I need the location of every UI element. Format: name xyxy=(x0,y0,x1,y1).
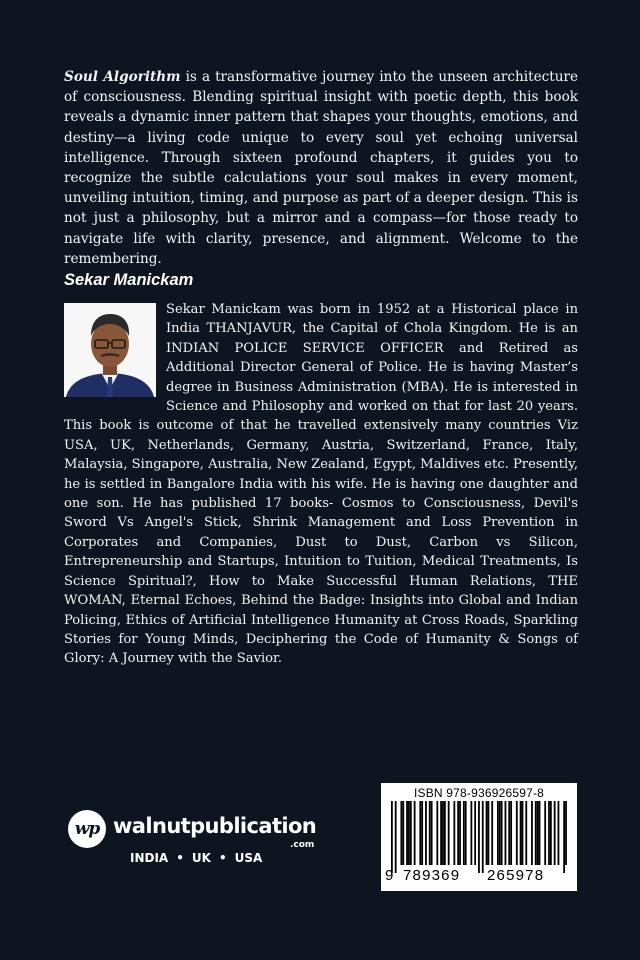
author-bio xyxy=(64,300,578,669)
barcode-bar xyxy=(408,801,410,865)
author-photo xyxy=(64,303,156,397)
barcode-bar xyxy=(539,801,541,865)
region-india: INDIA xyxy=(130,851,169,865)
barcode-bar xyxy=(548,801,550,865)
barcode-bar xyxy=(419,801,421,865)
publisher-domain: .com xyxy=(290,840,315,850)
barcode-bar xyxy=(510,801,512,865)
barcode-bar xyxy=(491,801,493,865)
author-bio-text: Sekar Manickam was born in 1952 at a Historical place in India THANJAVUR, the Capital of Chola Kingdom. He is an INDIAN POLICE SERVICE OFFICER and Retired as Additional Director General of Police. He is having Master’s degree in Business Administration (MBA). He is interested in Science and Philosophy and worked on that for last 20 years. This book is outcome of that he travelled extensively many countries Viz USA, UK, Netherlands, Germany, Austria, Switzerland, France, Italy, Malaysia, Singapore, Australia, New Zealand, Egypt, Maldives etc. Presently, he is settled in Bangalore India with his wife. He is having one daughter and one son. He has published 17 books- Cosmos to Consciousness, Devil's Sword Vs Angel's Stick, Shrink Management and Loss Prevention in Corporates and Companies, Dust to Dust, Carbon vs Silicon, Entrepreneurship and Startups, Intuition to Tuition, Medical Treatments, Is Science Spiritual?, How to Make Successful Human Relations, THE WOMAN, Eternal Echoes, Behind the Badge: Insights into Global and Indian Policing, Ethics of Artificial Intelligence Humanity at Cross Roads, Sparkling Stories for Young Minds, Deciphering the Code of Humanity & Songs of Glory: A Journey with the Savior. xyxy=(64,302,578,667)
region-uk: UK xyxy=(191,851,211,865)
barcode-bar xyxy=(544,801,546,865)
publisher-mark-icon: wp xyxy=(68,810,106,848)
publisher-name: walnutpublication xyxy=(113,814,317,838)
barcode-bar xyxy=(563,801,565,873)
barcode-bar xyxy=(525,801,527,865)
barcode-bar xyxy=(520,801,522,865)
barcode-bar xyxy=(436,801,438,865)
barcode-bar xyxy=(391,801,393,873)
isbn-digit-first: 9 xyxy=(385,867,395,884)
barcode-bar xyxy=(431,801,433,865)
book-description-text: is a transformative journey into the unseen architecture of consciousness. Blending spiritual insight with poetic depth, this book reveals a dynamic inner pattern that shapes your thoughts, emotions, and destiny—a living code unique to every soul yet echoing universal intelligence. Through sixteen profound chapters, it guides you to recognize the subtle calculations your soul makes in every moment, unveiling intuition, timing, and purpose as part of a deeper design. This is not just a philosophy, but a mirror and a compass—for those ready to navigate life with clarity, presence, and alignment. Welcome to the remembering. xyxy=(64,69,578,267)
barcode-bar xyxy=(550,801,552,865)
book-title: Soul Algorithm xyxy=(64,69,181,85)
barcode-bar xyxy=(486,801,488,865)
barcode-bar xyxy=(558,801,560,865)
barcode-bars xyxy=(391,801,567,873)
region-separator: • xyxy=(176,851,184,865)
barcode-bar xyxy=(453,801,455,865)
isbn-label: ISBN 978-936926597-8 xyxy=(413,786,545,800)
barcode-bar xyxy=(459,801,461,865)
barcode-bar xyxy=(402,801,404,865)
book-description xyxy=(64,67,578,269)
barcode-bar xyxy=(478,801,480,873)
barcode-bar xyxy=(400,801,402,865)
barcode-bar xyxy=(488,801,490,865)
barcode-bar xyxy=(395,801,397,873)
barcode-bar xyxy=(463,801,465,865)
barcode-bar xyxy=(554,801,556,865)
barcode-bar xyxy=(535,801,537,865)
barcode-bar xyxy=(429,801,431,865)
barcode-bar xyxy=(537,801,539,865)
isbn-barcode xyxy=(381,783,577,891)
publisher-logo xyxy=(68,810,328,854)
barcode-bar xyxy=(406,801,408,865)
barcode-bar xyxy=(501,801,503,865)
barcode-bar xyxy=(497,801,499,865)
barcode-bar xyxy=(444,801,446,865)
publisher-regions xyxy=(130,851,262,865)
barcode-bar xyxy=(508,801,510,865)
region-separator: • xyxy=(218,851,227,865)
barcode-bar xyxy=(425,801,427,865)
region-usa: USA xyxy=(234,851,263,865)
isbn-digits-right: 265978 xyxy=(487,867,545,884)
barcode-bar xyxy=(531,801,533,865)
barcode-bar xyxy=(516,801,518,865)
barcode-bar xyxy=(442,801,444,865)
barcode-bar xyxy=(522,801,524,865)
isbn-digits-left: 789369 xyxy=(403,867,461,884)
barcode-bar xyxy=(414,801,416,865)
author-name-heading: Sekar Manickam xyxy=(64,271,194,289)
barcode-bar xyxy=(465,801,467,865)
barcode-bar xyxy=(448,801,450,865)
barcode-bar xyxy=(421,801,423,865)
barcode-bar xyxy=(474,801,476,865)
barcode-bar xyxy=(440,801,442,865)
barcode-bar xyxy=(470,801,472,865)
barcode-bar xyxy=(457,801,459,865)
barcode-bar xyxy=(499,801,501,865)
barcode-bar xyxy=(505,801,507,865)
barcode-bar xyxy=(482,801,484,873)
barcode-bar xyxy=(410,801,412,865)
barcode-bar xyxy=(565,801,567,865)
